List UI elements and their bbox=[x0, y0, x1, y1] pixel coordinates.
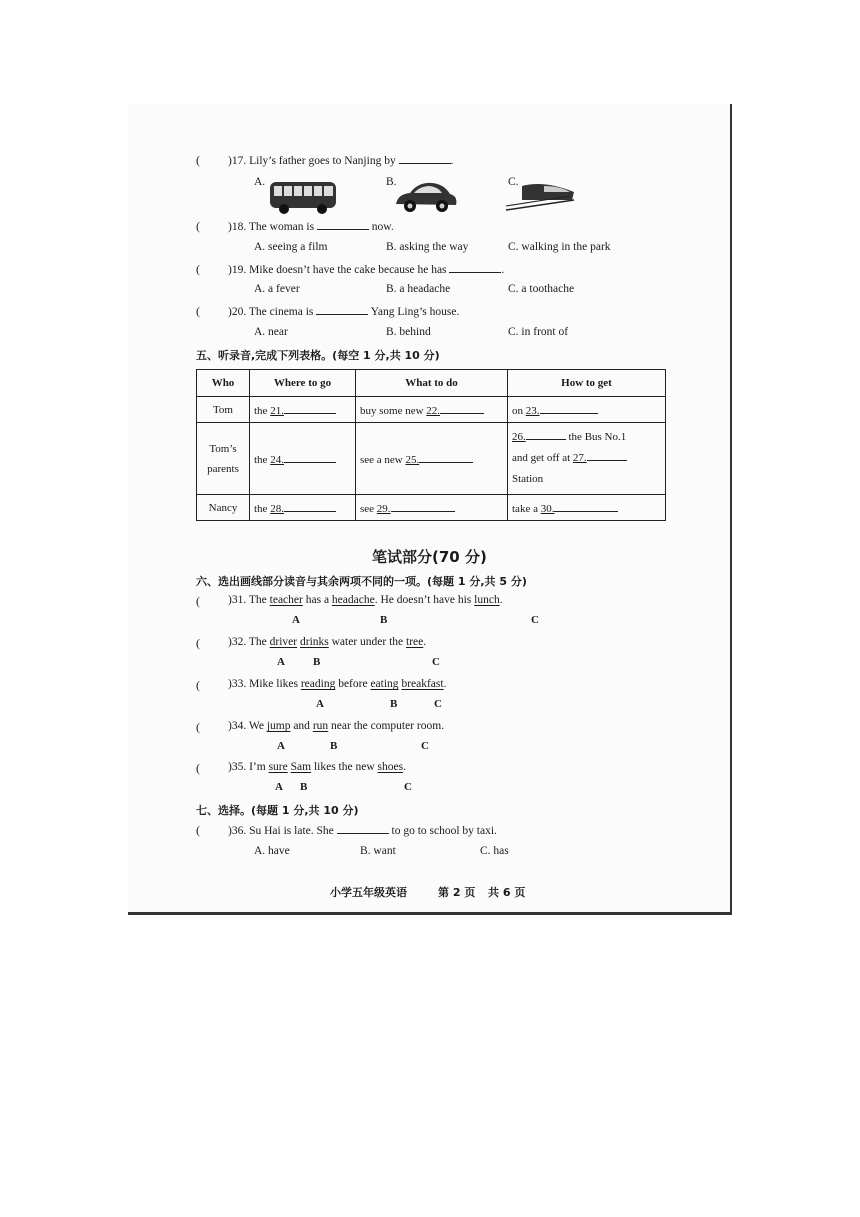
option-a: A. near bbox=[254, 326, 288, 338]
option-b: B. behind bbox=[386, 326, 431, 338]
header-where: Where to go bbox=[250, 370, 356, 397]
answer-paren: ( bbox=[196, 636, 200, 650]
written-part-title: 笔试部分(70 分) bbox=[372, 548, 487, 566]
question-35: )35. I’m sure Sam likes the new shoes. bbox=[228, 761, 406, 773]
cell-who: Nancy bbox=[197, 495, 250, 521]
cell-where: the 21. bbox=[250, 397, 356, 423]
label-a: A bbox=[292, 614, 300, 626]
footer-page: 第 2 页 bbox=[438, 886, 476, 899]
option-c: C. in front of bbox=[508, 326, 569, 338]
cell-where: the 24. bbox=[250, 423, 356, 495]
cell-where: the 28. bbox=[250, 495, 356, 521]
answer-paren: ( bbox=[196, 720, 200, 734]
answer-paren: ( bbox=[196, 594, 200, 608]
option-b: B. asking the way bbox=[386, 241, 469, 253]
table-header-row bbox=[197, 370, 666, 397]
cell-what: see a new 25. bbox=[356, 423, 508, 495]
header-what: What to do bbox=[356, 370, 508, 397]
question-31: )31. The teacher has a headache. He doesn’t have his lunch. bbox=[228, 594, 503, 606]
header-who: Who bbox=[197, 370, 250, 397]
answer-paren: ( bbox=[196, 219, 200, 233]
label-b: B bbox=[313, 656, 321, 668]
table-row bbox=[197, 495, 666, 521]
answer-paren: ( bbox=[196, 678, 200, 692]
option-b: B. want bbox=[360, 845, 396, 857]
cell-who: Tom’s parents bbox=[197, 423, 250, 495]
train-icon bbox=[504, 178, 580, 216]
answer-paren: ( bbox=[196, 761, 200, 775]
car-icon bbox=[392, 178, 460, 216]
label-b: B bbox=[330, 740, 338, 752]
option-c: C. a toothache bbox=[508, 283, 575, 295]
answer-paren: ( bbox=[196, 823, 200, 837]
header-how: How to get bbox=[508, 370, 666, 397]
table-row bbox=[197, 423, 666, 495]
question-32: )32. The driver drinks water under the tree. bbox=[228, 636, 427, 648]
question-17: )17. Lily’s father goes to Nanjing by . bbox=[228, 155, 454, 167]
option-b: B. a headache bbox=[386, 283, 451, 295]
bus-icon bbox=[268, 178, 338, 216]
label-b: B bbox=[380, 614, 388, 626]
label-c: C bbox=[404, 781, 412, 793]
label-c: C bbox=[531, 614, 539, 626]
question-34: )34. We jump and run near the computer room. bbox=[228, 720, 445, 732]
section-6-title: 六、选出画线部分读音与其余两项不同的一项。(每题 1 分,共 5 分) bbox=[196, 575, 527, 588]
cell-how: 26. the Bus No.1 and get off at 27. Station bbox=[508, 423, 666, 495]
option-a: A. seeing a film bbox=[254, 241, 328, 253]
label-c: C bbox=[432, 656, 440, 668]
answer-paren: ( bbox=[196, 262, 200, 276]
footer-grade: 小学五年级英语 bbox=[330, 886, 407, 899]
question-18: )18. The woman is now. bbox=[228, 221, 394, 233]
option-a-label: A. bbox=[254, 176, 266, 188]
option-b-label: B. bbox=[386, 176, 397, 188]
label-c: C bbox=[421, 740, 429, 752]
label-a: A bbox=[277, 740, 285, 752]
option-a: A. a fever bbox=[254, 283, 300, 295]
option-a: A. have bbox=[254, 845, 290, 857]
table-row bbox=[197, 397, 666, 423]
cell-what: see 29. bbox=[356, 495, 508, 521]
option-c: C. walking in the park bbox=[508, 241, 611, 253]
cell-what: buy some new 22. bbox=[356, 397, 508, 423]
cell-how: take a 30. bbox=[508, 495, 666, 521]
section-5-title: 五、听录音,完成下列表格。(每空 1 分,共 10 分) bbox=[196, 349, 440, 362]
listening-table bbox=[196, 369, 666, 521]
label-c: C bbox=[434, 698, 442, 710]
question-36: )36. Su Hai is late. She to go to school by taxi. bbox=[228, 825, 497, 837]
option-c-label: C. bbox=[508, 176, 519, 188]
label-b: B bbox=[300, 781, 308, 793]
answer-paren: ( bbox=[196, 153, 200, 167]
cell-who: Tom bbox=[197, 397, 250, 423]
cell-how: on 23. bbox=[508, 397, 666, 423]
label-a: A bbox=[316, 698, 324, 710]
label-a: A bbox=[275, 781, 283, 793]
footer-total: 共 6 页 bbox=[488, 886, 526, 899]
answer-paren: ( bbox=[196, 304, 200, 318]
question-33: )33. Mike likes reading before eating breakfast. bbox=[228, 678, 447, 690]
question-20: )20. The cinema is Yang Ling’s house. bbox=[228, 306, 460, 318]
question-19: )19. Mike doesn’t have the cake because he has . bbox=[228, 264, 505, 276]
label-a: A bbox=[277, 656, 285, 668]
option-c: C. has bbox=[480, 845, 509, 857]
label-b: B bbox=[390, 698, 398, 710]
section-7-title: 七、选择。(每题 1 分,共 10 分) bbox=[196, 804, 359, 817]
